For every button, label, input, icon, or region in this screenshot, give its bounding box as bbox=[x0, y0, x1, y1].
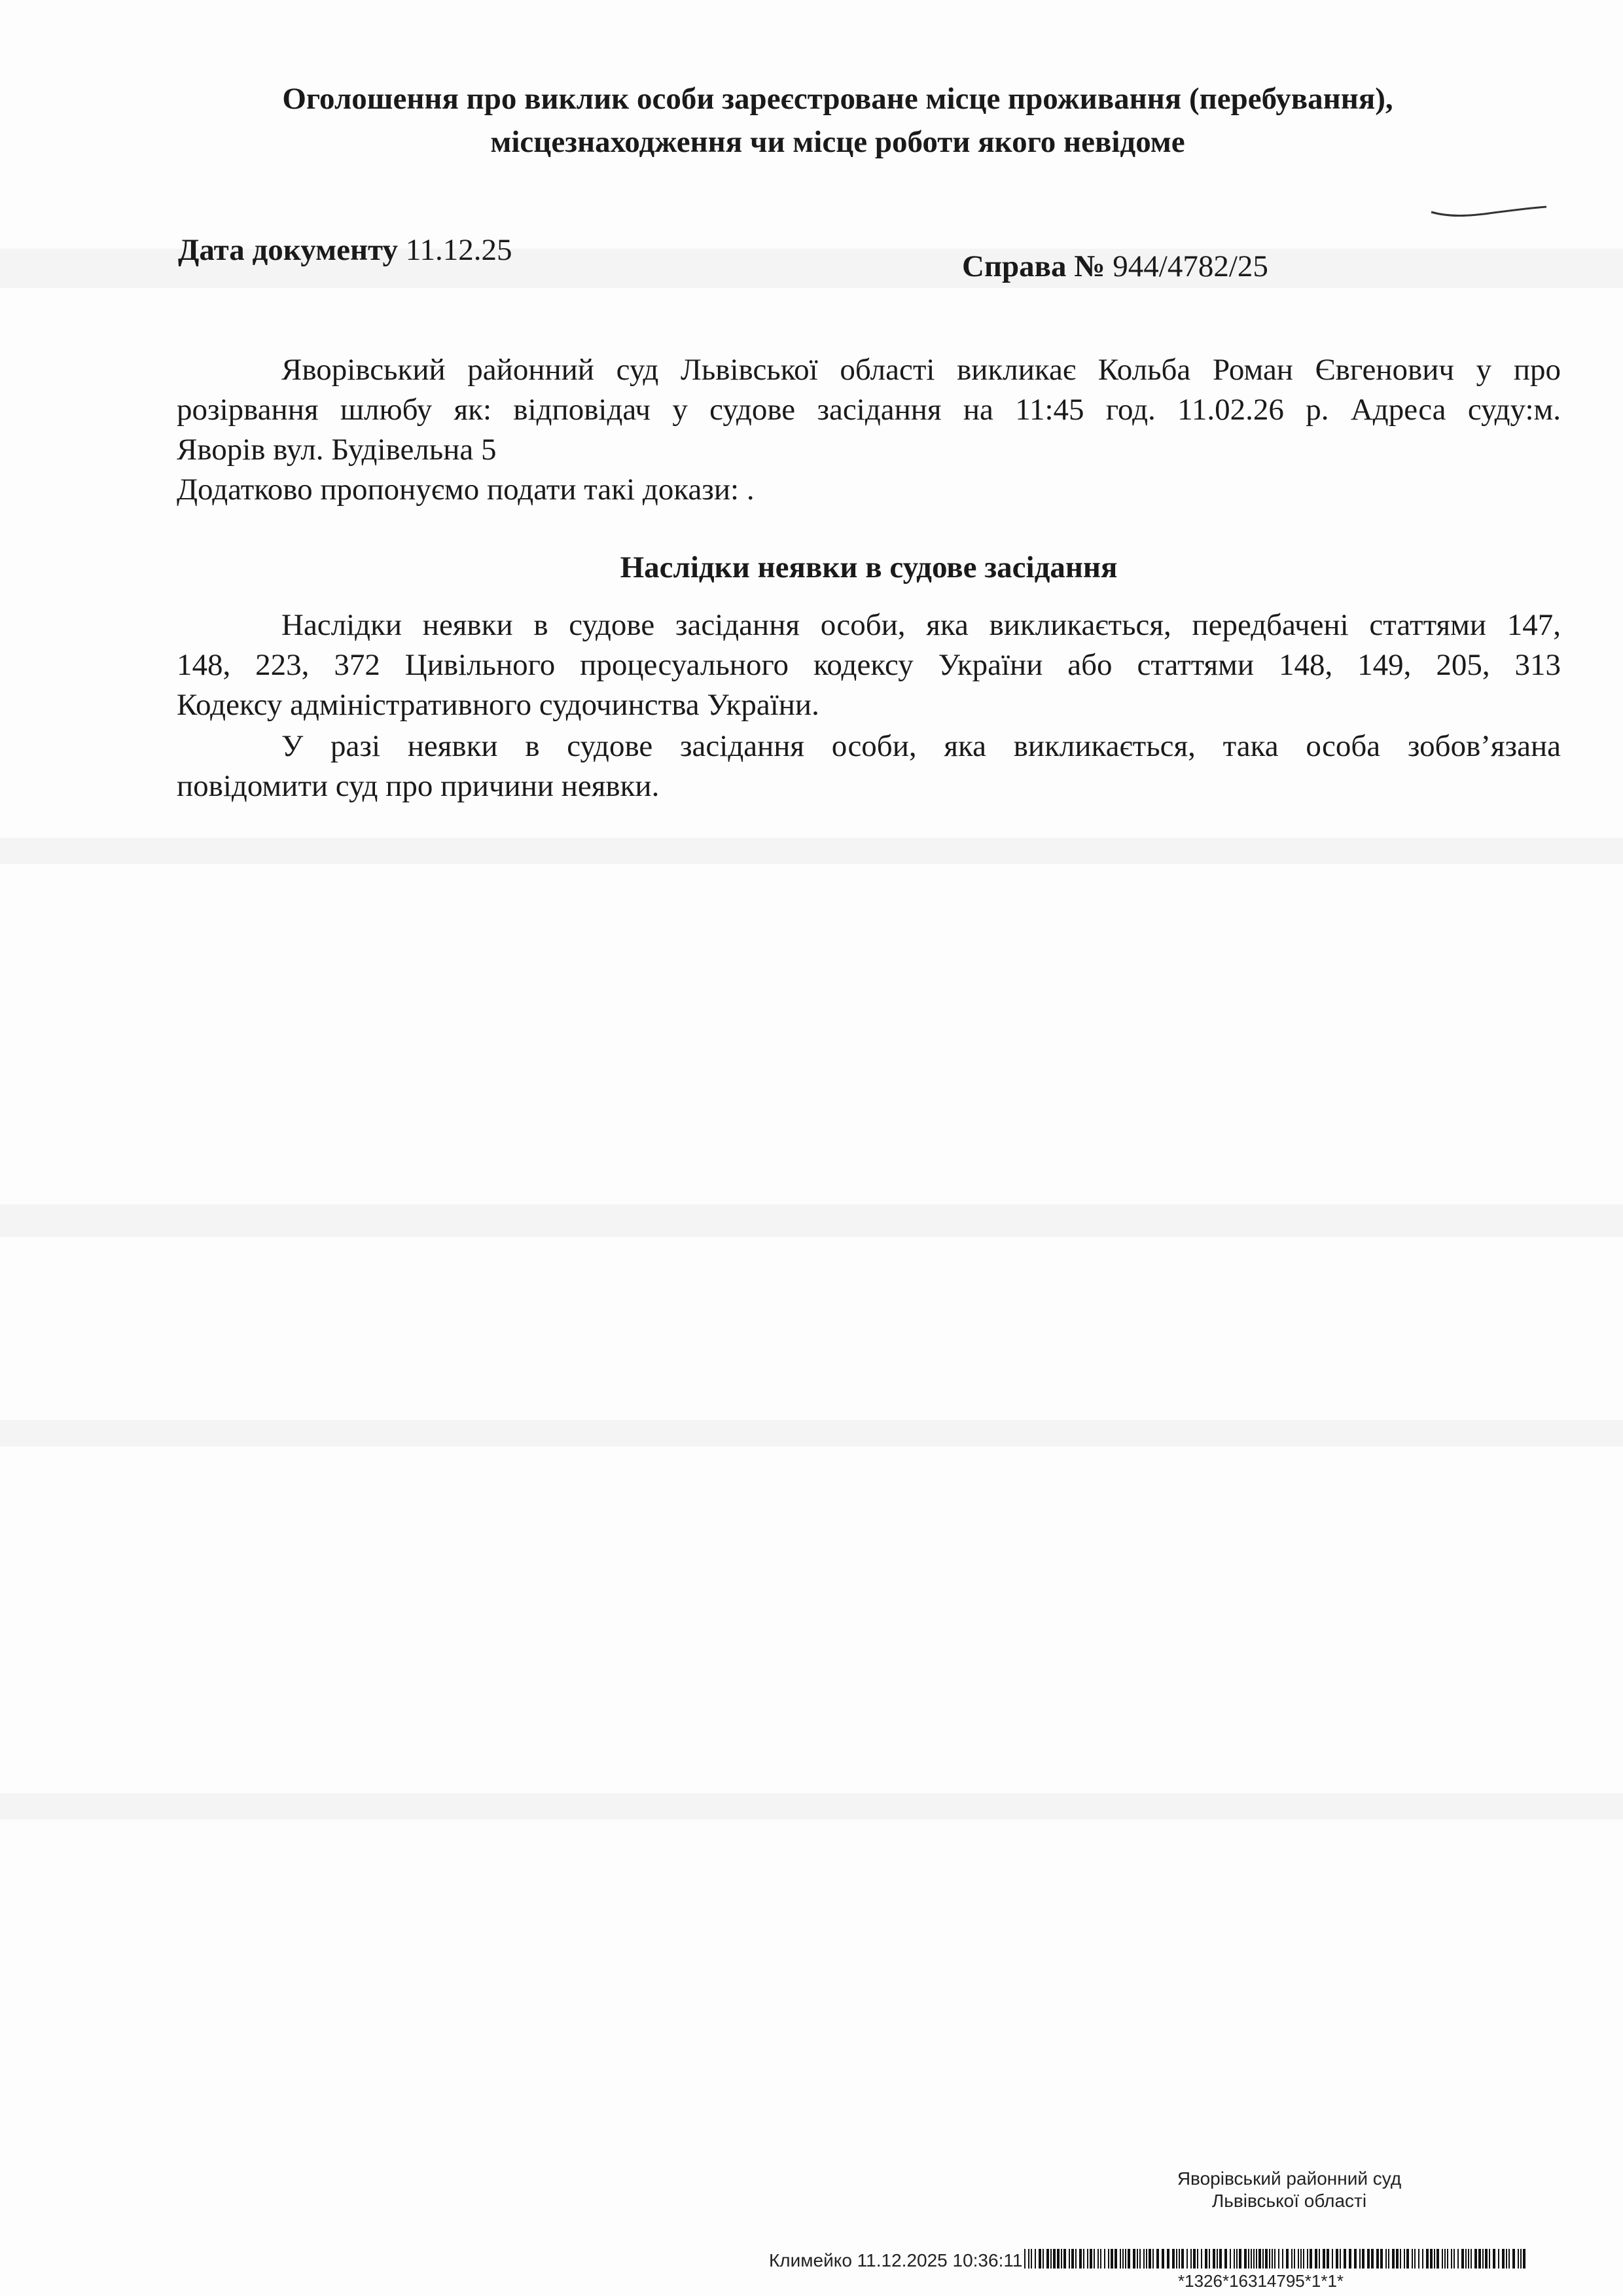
barcode-bar bbox=[1454, 2249, 1455, 2269]
barcode-bar bbox=[1075, 2249, 1077, 2269]
barcode-bar bbox=[1340, 2249, 1341, 2269]
barcode-bar bbox=[1451, 2249, 1452, 2269]
court-line-2: Львівської області bbox=[1211, 2191, 1367, 2211]
scan-artifact bbox=[0, 1204, 1623, 1237]
barcode-bar bbox=[1294, 2249, 1295, 2269]
barcode-bar bbox=[1278, 2249, 1279, 2269]
paragraph-line: розірвання шлюбу як: відповідач у судове засідання на 11:45 год. 11.02.26 р. Адреса суду:м. bbox=[177, 393, 1561, 427]
paragraph-line: Кодексу адміністративного судочинства України. bbox=[177, 688, 819, 722]
barcode-bar bbox=[1024, 2249, 1026, 2269]
barcode-bar bbox=[1422, 2249, 1423, 2269]
barcode-bar bbox=[1083, 2249, 1084, 2269]
barcode-bar bbox=[1307, 2249, 1308, 2269]
barcode-bar bbox=[1414, 2249, 1416, 2269]
barcode-bar bbox=[1265, 2249, 1268, 2269]
barcode-bar bbox=[1256, 2249, 1257, 2269]
barcode-bar bbox=[1442, 2249, 1443, 2269]
barcode-bar bbox=[1248, 2249, 1249, 2269]
signer-stamp: Климейко 11.12.2025 10:36:11 bbox=[769, 2250, 1023, 2270]
barcode-bar bbox=[1518, 2249, 1519, 2269]
barcode-bar bbox=[1502, 2249, 1505, 2269]
barcode-bar bbox=[1371, 2249, 1374, 2269]
barcode-bar bbox=[1482, 2249, 1484, 2269]
paragraph-line: Яворів вул. Будівельна 5 bbox=[177, 433, 497, 467]
barcode-bar bbox=[1493, 2249, 1495, 2269]
barcode-bar bbox=[1310, 2249, 1312, 2269]
barcode-bar bbox=[1236, 2249, 1238, 2269]
barcode-bar bbox=[1354, 2249, 1357, 2269]
barcode-bar bbox=[1239, 2249, 1241, 2269]
barcode-bar bbox=[1262, 2249, 1264, 2269]
barcode-bar bbox=[1418, 2249, 1419, 2269]
barcode-bar bbox=[1506, 2249, 1507, 2269]
title-line-1: Оголошення про виклик особи зареєстроване місце проживання (перебування), bbox=[282, 82, 1393, 116]
barcode-bar bbox=[1053, 2249, 1056, 2269]
barcode-bar bbox=[1406, 2249, 1409, 2269]
barcode-bar bbox=[1332, 2249, 1333, 2269]
barcode-bar bbox=[1489, 2249, 1490, 2269]
barcode-bar bbox=[1181, 2249, 1184, 2269]
barcode-bar bbox=[1392, 2249, 1395, 2269]
paragraph-line: повідомити суд про причини неявки. bbox=[177, 769, 660, 803]
barcode-bar bbox=[1523, 2249, 1525, 2269]
barcode-bar bbox=[1050, 2249, 1052, 2269]
barcode-bar bbox=[1167, 2249, 1169, 2269]
document-title bbox=[196, 77, 1479, 164]
barcode-bar bbox=[1201, 2249, 1202, 2269]
barcode-bar bbox=[1359, 2249, 1361, 2269]
barcode-bar bbox=[1172, 2249, 1175, 2269]
barcode-bar bbox=[1190, 2249, 1192, 2269]
scan-artifact bbox=[0, 1793, 1623, 1820]
barcode-bar bbox=[1385, 2249, 1387, 2269]
case-label: Справа № bbox=[962, 249, 1105, 283]
barcode-bar bbox=[1434, 2249, 1435, 2269]
barcode-bar bbox=[1108, 2249, 1109, 2269]
barcode-bar bbox=[1468, 2249, 1469, 2269]
barcode-bar bbox=[1146, 2249, 1147, 2269]
barcode-bar bbox=[1035, 2249, 1036, 2269]
barcode-bar bbox=[1143, 2249, 1145, 2269]
barcode-bar bbox=[1046, 2249, 1049, 2269]
barcode-bar bbox=[1319, 2249, 1320, 2269]
barcode-bar bbox=[1444, 2249, 1446, 2269]
case-number bbox=[962, 249, 1268, 284]
barcode-bar bbox=[1327, 2249, 1329, 2269]
barcode-bar bbox=[1039, 2249, 1041, 2269]
barcode-bar bbox=[1152, 2249, 1154, 2269]
title-line-2: місцезнаходження чи місце роботи якого невідоме bbox=[490, 125, 1185, 159]
barcode-bar bbox=[1133, 2249, 1135, 2269]
barcode-bar bbox=[1063, 2249, 1066, 2269]
barcode-bar bbox=[1217, 2249, 1218, 2269]
barcode-bar bbox=[1197, 2249, 1198, 2269]
barcode-bar bbox=[1115, 2249, 1117, 2269]
barcode-bar bbox=[1520, 2249, 1522, 2269]
barcode-bar bbox=[1224, 2249, 1227, 2269]
barcode-bar bbox=[1404, 2249, 1405, 2269]
barcode-bar bbox=[1139, 2249, 1141, 2269]
barcode-bar bbox=[1412, 2249, 1413, 2269]
barcode-bar bbox=[1137, 2249, 1138, 2269]
barcode-bar bbox=[1128, 2249, 1130, 2269]
barcode-bar bbox=[1057, 2249, 1060, 2269]
barcode-bar bbox=[1291, 2249, 1293, 2269]
barcode-bar bbox=[1430, 2249, 1433, 2269]
document-date bbox=[178, 232, 512, 268]
barcode-bar bbox=[1193, 2249, 1196, 2269]
barcode-bar bbox=[1485, 2249, 1488, 2269]
barcode-bar bbox=[1100, 2249, 1101, 2269]
barcode-bar bbox=[1508, 2249, 1510, 2269]
paragraph-line: Яворівський районний суд Львівської області викликає Кольба Роман Євгенович у про bbox=[281, 353, 1561, 387]
barcode-bar bbox=[1396, 2249, 1399, 2269]
barcode-bar bbox=[1031, 2249, 1032, 2269]
barcode bbox=[1024, 2249, 1528, 2269]
barcode-bar bbox=[1282, 2249, 1283, 2269]
barcode-bar bbox=[1380, 2249, 1383, 2269]
barcode-bar bbox=[1344, 2249, 1346, 2269]
barcode-bar bbox=[1125, 2249, 1126, 2269]
barcode-bar bbox=[1274, 2249, 1275, 2269]
barcode-bar bbox=[1179, 2249, 1180, 2269]
summons-paragraph bbox=[177, 350, 1561, 510]
barcode-bar bbox=[1122, 2249, 1124, 2269]
paragraph-line: 148, 223, 372 Цивільного процесуального кодексу України або статтями 148, 149, 205, 313 bbox=[177, 648, 1561, 682]
barcode-bar bbox=[1087, 2249, 1088, 2269]
barcode-bar bbox=[1362, 2249, 1364, 2269]
date-value: 11.12.25 bbox=[405, 233, 512, 267]
paragraph-line: У разі неявки в судове засідання особи, яка викликається, така особа зобов’язана bbox=[281, 729, 1561, 763]
barcode-bar bbox=[1336, 2249, 1338, 2269]
barcode-bar bbox=[1094, 2249, 1095, 2269]
paragraph-line: Наслідки неявки в судове засідання особи, яка викликається, передбачені статтями 147, bbox=[281, 608, 1561, 642]
barcode-bar bbox=[1349, 2249, 1351, 2269]
barcode-bar bbox=[1300, 2249, 1302, 2269]
barcode-bar bbox=[1205, 2249, 1207, 2269]
barcode-bar bbox=[1388, 2249, 1389, 2269]
barcode-bar bbox=[1457, 2249, 1459, 2269]
barcode-bar bbox=[1209, 2249, 1210, 2269]
barcode-bar bbox=[1186, 2249, 1188, 2269]
date-label: Дата документу bbox=[178, 233, 399, 267]
barcode-bar bbox=[1258, 2249, 1261, 2269]
barcode-bar bbox=[1061, 2249, 1062, 2269]
barcode-bar bbox=[1315, 2249, 1317, 2269]
barcode-bar bbox=[1230, 2249, 1231, 2269]
barcode-bar bbox=[1323, 2249, 1325, 2269]
barcode-bar bbox=[1436, 2249, 1439, 2269]
barcode-bar bbox=[1251, 2249, 1252, 2269]
barcode-bar bbox=[1244, 2249, 1247, 2269]
barcode-bar bbox=[1120, 2249, 1121, 2269]
section-heading: Наслідки неявки в судове засідання bbox=[620, 550, 1118, 584]
barcode-bar bbox=[1213, 2249, 1215, 2269]
consequences-paragraph bbox=[177, 605, 1561, 725]
barcode-bar bbox=[1269, 2249, 1270, 2269]
footer-court-name bbox=[1152, 2168, 1427, 2212]
barcode-text: *1326*16314795*1*1* bbox=[1178, 2271, 1344, 2291]
barcode-bar bbox=[1090, 2249, 1092, 2269]
barcode-bar bbox=[1028, 2249, 1029, 2269]
barcode-bar bbox=[1253, 2249, 1255, 2269]
barcode-bar bbox=[1461, 2249, 1464, 2269]
barcode-bar bbox=[1367, 2249, 1370, 2269]
barcode-bar bbox=[1465, 2249, 1467, 2269]
barcode-bar bbox=[1272, 2249, 1273, 2269]
barcode-bar bbox=[1286, 2249, 1289, 2269]
obligation-paragraph bbox=[177, 726, 1561, 806]
barcode-bar bbox=[1219, 2249, 1222, 2269]
handwritten-mark bbox=[1430, 204, 1548, 221]
barcode-bar bbox=[1162, 2249, 1164, 2269]
barcode-bar bbox=[1512, 2249, 1515, 2269]
scan-artifact bbox=[0, 1420, 1623, 1446]
barcode-bar bbox=[1104, 2249, 1105, 2269]
barcode-bar bbox=[1043, 2249, 1044, 2269]
barcode-bar bbox=[1303, 2249, 1304, 2269]
paragraph-line: Додатково пропонуємо подати такі докази: . bbox=[177, 473, 755, 507]
case-value: 944/4782/25 bbox=[1113, 249, 1268, 283]
barcode-bar bbox=[1071, 2249, 1074, 2269]
barcode-bar bbox=[1298, 2249, 1299, 2269]
barcode-bar bbox=[1400, 2249, 1401, 2269]
barcode-bar bbox=[1149, 2249, 1151, 2269]
barcode-bar bbox=[1097, 2249, 1099, 2269]
barcode-bar bbox=[1234, 2249, 1235, 2269]
barcode-bar bbox=[1471, 2249, 1472, 2269]
barcode-bar bbox=[1111, 2249, 1113, 2269]
court-line-1: Яворівський районний суд bbox=[1177, 2168, 1402, 2189]
barcode-bar bbox=[1176, 2249, 1177, 2269]
barcode-bar bbox=[1474, 2249, 1477, 2269]
barcode-bar bbox=[1498, 2249, 1499, 2269]
barcode-bar bbox=[1478, 2249, 1481, 2269]
barcode-bar bbox=[1156, 2249, 1159, 2269]
barcode-bar bbox=[1376, 2249, 1379, 2269]
scan-artifact bbox=[0, 838, 1623, 864]
barcode-bar bbox=[1426, 2249, 1429, 2269]
barcode-bar bbox=[1079, 2249, 1082, 2269]
barcode-bar bbox=[1447, 2249, 1448, 2269]
barcode-bar bbox=[1069, 2249, 1070, 2269]
